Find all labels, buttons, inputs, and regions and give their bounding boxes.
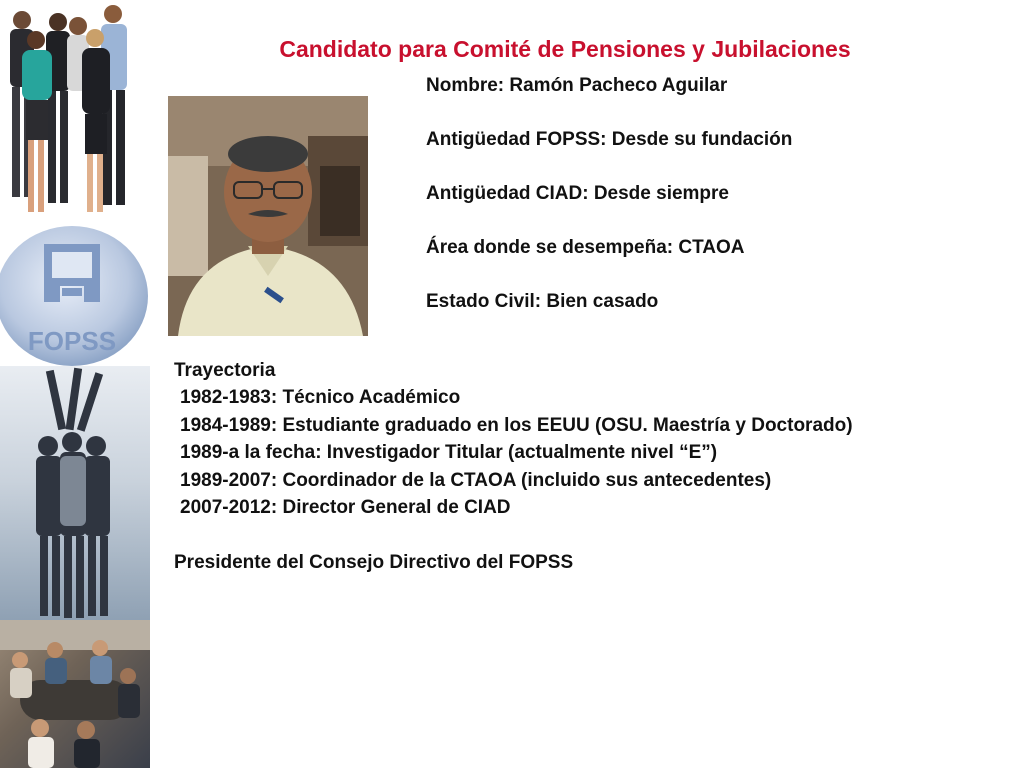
logo-text: FOPSS (27, 326, 117, 356)
trajectory-item: 1989-a la fecha: Investigador Titular (actualmente nivel “E”) (180, 442, 718, 463)
teamwork-image (0, 366, 150, 622)
field-antiguedad-fopss: Antigüedad FOPSS: Desde su fundación (426, 129, 793, 150)
slide-title: Candidato para Comité de Pensiones y Jubilaciones (279, 36, 851, 62)
field-antiguedad-ciad: Antigüedad CIAD: Desde siempre (426, 183, 729, 204)
trajectory-item: 1989-2007: Coordinador de la CTAOA (incluido sus antecedentes) (180, 469, 772, 491)
trajectory-item: 2007-2012: Director General de CIAD (180, 497, 511, 518)
trajectory-item: 1984-1989: Estudiante graduado en los EEUU (OSU. Maestría y Doctorado) (180, 414, 853, 436)
trajectory-item: 1982-1983: Técnico Académico (180, 387, 461, 408)
field-estado-civil: Estado Civil: Bien casado (426, 291, 659, 312)
president-line: Presidente del Consejo Directivo del FOPSS (174, 551, 574, 573)
candidate-photo (168, 96, 368, 336)
candidate-info (426, 72, 1006, 342)
trajectory-heading: Trayectoria (174, 360, 276, 381)
field-nombre: Nombre: Ramón Pacheco Aguilar (426, 75, 728, 96)
trajectory-section (174, 357, 1014, 576)
field-area: Área donde se desempeña: CTAOA (426, 237, 745, 258)
business-people-image (0, 0, 150, 222)
left-decorative-strip (0, 0, 150, 768)
meeting-image (0, 620, 150, 768)
fopss-logo (0, 222, 150, 368)
trajectory-list (174, 384, 1014, 522)
